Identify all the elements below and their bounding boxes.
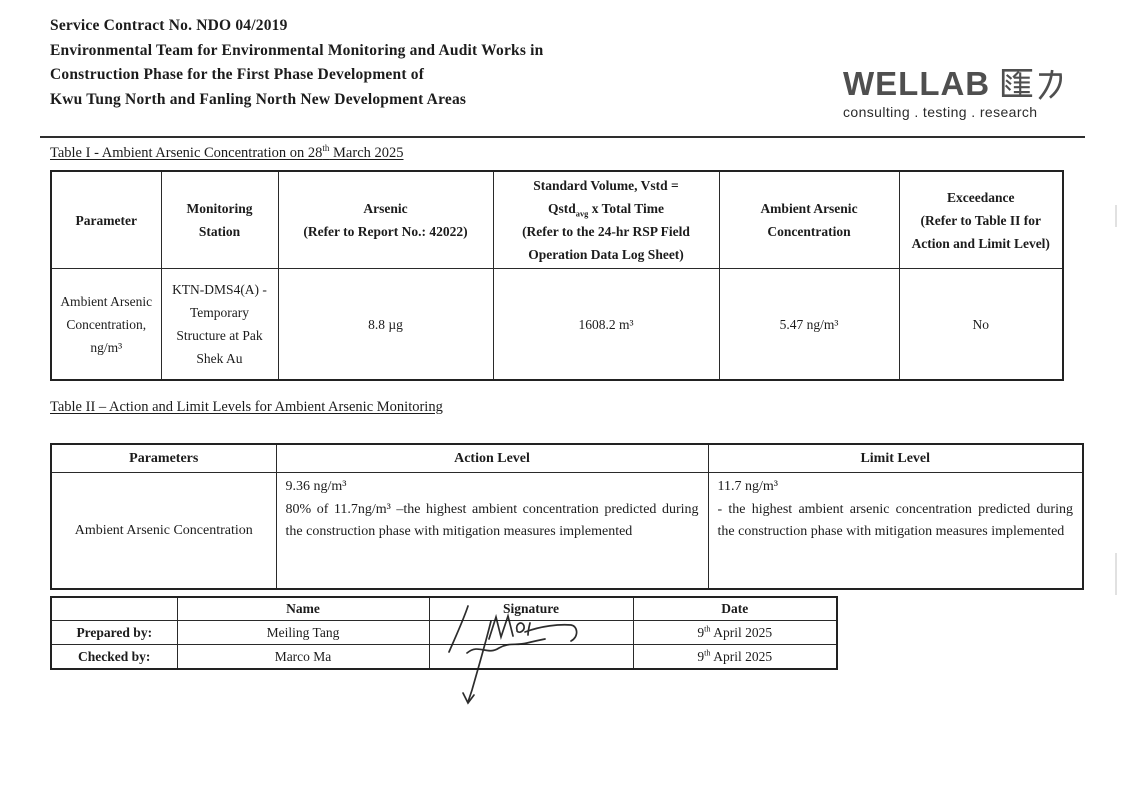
table1-data-row: [51, 269, 1063, 381]
checked-by-name: Marco Ma: [177, 645, 429, 670]
letterhead-line-3: Construction Phase for the First Phase Development of: [50, 66, 425, 83]
company-logo: [843, 66, 1069, 120]
action-level-description: 80% of 11.7ng/m³ –the highest ambient concentration predicted during the construction phase with mitigation measures implemented: [285, 501, 699, 539]
table2-cell-parameter: Ambient Arsenic Concentration: [51, 473, 276, 590]
table1-header-arsenic: Arsenic (Refer to Report No.: 42022): [278, 171, 493, 269]
table1-ambient-arsenic: [50, 170, 1064, 381]
table2-header-action-level: Action Level: [276, 444, 708, 473]
logo-cjk-icon: [999, 66, 1069, 100]
table1-header-row: [51, 171, 1063, 269]
table1-header-parameter: Parameter: [51, 171, 161, 269]
checked-by-signature-cell: [429, 645, 633, 670]
table2-cell-limit-level: [708, 473, 1083, 590]
scan-artifact: [1115, 553, 1117, 595]
table1-caption-date: March 2025: [329, 145, 404, 161]
letterhead: [50, 14, 544, 112]
table2-cell-action-level: [276, 473, 708, 590]
table1-cell-arsenic: 8.8 µg: [278, 269, 493, 381]
prepared-by-date: 9th April 2025: [633, 621, 837, 645]
table2-header-row: [51, 444, 1083, 473]
table2-header-parameters: Parameters: [51, 444, 276, 473]
signoff-header-blank: [51, 597, 177, 621]
limit-level-description: - the highest ambient arsenic concentration predicted during the construction phase with mitigation measures implemented: [717, 501, 1073, 539]
scan-artifact: [1115, 205, 1117, 227]
table1-cell-concentration: 5.47 ng/m³: [719, 269, 899, 381]
signoff-header-signature: Signature: [429, 597, 633, 621]
prepared-by-name: Meiling Tang: [177, 621, 429, 645]
letterhead-line-2: Environmental Team for Environmental Monitoring and Audit Works in: [50, 41, 544, 59]
table1-header-exceedance: Exceedance (Refer to Table II for Action and Limit Level): [899, 171, 1063, 269]
table2-caption: Table II – Action and Limit Levels for Ambient Arsenic Monitoring: [50, 399, 443, 415]
prepared-by-signature-cell: [429, 621, 633, 645]
table2-action-limit-levels: [50, 443, 1084, 590]
signoff-header-name: Name: [177, 597, 429, 621]
signoff-header-row: [51, 597, 837, 621]
checked-by-label: Checked by:: [51, 645, 177, 670]
table1-cell-volume: 1608.2 m³: [493, 269, 719, 381]
table1-header-concentration: Ambient Arsenic Concentration: [719, 171, 899, 269]
action-level-value: 9.36 ng/m³: [285, 479, 347, 494]
table2-data-row: [51, 473, 1083, 590]
signoff-row-prepared: [51, 621, 837, 645]
logo-brand-text: WELLAB: [843, 64, 991, 102]
table1-caption: [50, 145, 404, 162]
table1-caption-text: Table I - Ambient Arsenic Concentration on 28: [50, 145, 323, 161]
table1-cell-station: KTN-DMS4(A) - Temporary Structure at Pak Shek Au: [161, 269, 278, 381]
prepared-by-label: Prepared by:: [51, 621, 177, 645]
table1-cell-exceedance: No: [899, 269, 1063, 381]
table2-header-limit-level: Limit Level: [708, 444, 1083, 473]
signoff-table: [50, 596, 838, 670]
letterhead-line-1: Service Contract No. NDO 04/2019: [50, 17, 288, 34]
table1-cell-parameter: Ambient Arsenic Concentration, ng/m³: [51, 269, 161, 381]
limit-level-value: 11.7 ng/m³: [717, 479, 778, 494]
header-divider-rule: [40, 136, 1085, 138]
signoff-row-checked: [51, 645, 837, 670]
logo-tagline: consulting . testing . research: [843, 104, 1038, 120]
table1-header-station: Monitoring Station: [161, 171, 278, 269]
checked-by-date: 9th April 2025: [633, 645, 837, 670]
letterhead-line-4: Kwu Tung North and Fanling North New Development Areas: [50, 90, 467, 108]
table1-caption-sup: th: [322, 143, 330, 154]
signoff-header-date: Date: [633, 597, 837, 621]
table1-header-standard-volume: Standard Volume, Vstd = Qstd$_{avg}$ x Total Time (Refer to the 24-hr RSP Field Operation Data Log Sheet): [493, 171, 719, 269]
